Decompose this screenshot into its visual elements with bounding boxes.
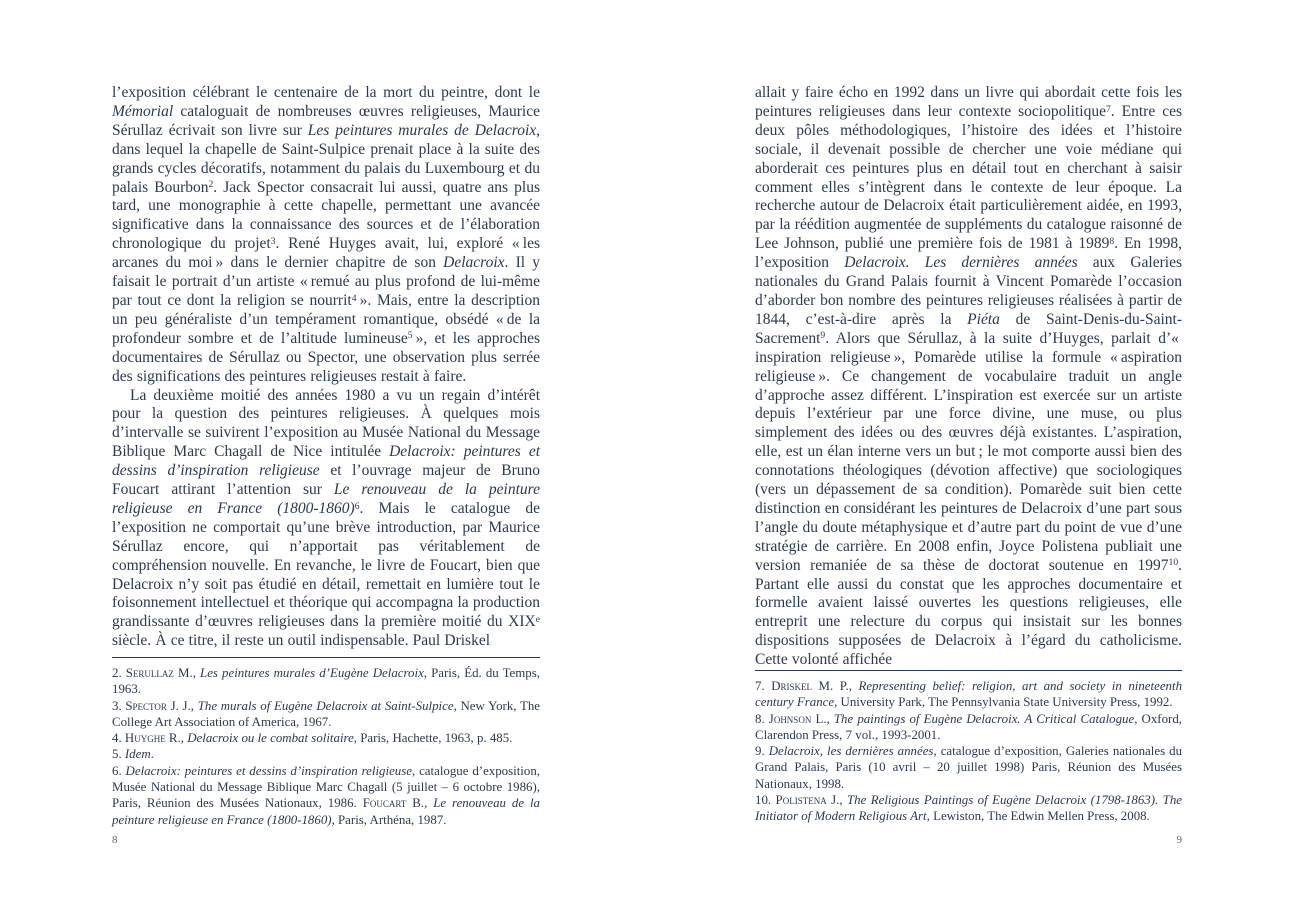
page-number: 9 [1176, 834, 1182, 846]
right-page [755, 0, 1182, 913]
footnote-divider [112, 657, 540, 658]
footnote: 6. Delacroix: peintures et dessins d’inspiration religieuse, catalogue d’exposition, Musée National du Message Biblique Marc Chagall (5 juillet – 6 octobre 1986), Paris, Réunion des Musées Nationaux, 1986. Foucart B., Le renouveau de la peinture religieuse en France (1800-1860), Paris, Arthéna, 1987. [112, 763, 540, 827]
footnote: 2. Serullaz M., Les peintures murales d’Eugène Delacroix, Paris, Éd. du Temps, 1963. [112, 666, 540, 697]
left-footnote-block [112, 657, 540, 828]
left-page-body [112, 84, 540, 651]
footnote: 4. Huyghe R., Delacroix ou le combat solitaire, Paris, Hachette, 1963, p. 485. [112, 731, 513, 746]
footnote: 5. Idem. [112, 747, 154, 762]
body-paragraph: La deuxième moitié des années 1980 a vu un regain d’intérêt pour la question des peintures religieuses. À quelques mois d’intervalle se suivirent l’exposition au Musée National du Message Biblique Marc Chagall de Nice intitulée Delacroix: peintures et dessins d’inspiration religieuse et l’ouvrage majeur de Bruno Foucart attirant l’attention sur Le renouveau de la peinture religieuse en France (1800-1860)$^6$. Mais le catalogue de l’exposition ne comportait qu’une brève introduction, par Maurice Sérullaz encore, qui n’apportait pas véritablement de compréhension nouvelle. En revanche, le livre de Foucart, bien que Delacroix n’y soit pas étudié en détail, remettait en lumière tout le foisonnement intellectuel et théorique qui accompagna la production grandissante d’œuvres religieuses dans la première moitié du XIXe siècle. À ce titre, il reste un outil indispensable. Paul Driskel [112, 386, 541, 650]
body-paragraph: allait y faire écho en 1992 dans un livre qui abordait cette fois les peintures religieuses dans leur contexte sociopolitique$^7$. Entre ces deux pôles méthodologiques, l’histoire des idées et l’histoire sociale, il devenait possible de chercher une voie médiane qui aborderait ces peintures plus en détail tout en cherchant à saisir comment elles s’intègrent dans le contexte de leur époque. La recherche autour de Delacroix était particulièrement aidée, en 1993, par la réédition augmentée de suppléments du catalogue raisonné de Lee Johnson, publié une première fois de 1981 à 1989$^8$. En 1998, l’exposition Delacroix. Les dernières années aux Galeries nationales du Grand Palais fournit à Vincent Pomarède l’occasion d’aborder bon nombre des peintures religieuses réalisées à partir de 1844, c’est-à-dire après la Piéta de Saint-Denis-du-Saint-Sacrement$^9$. Alors que Sérullaz, à la suite d’Huyges, parlait d’« inspiration religieuse », Pomarède utilise la formule « aspiration religieuse ». Ce changement de vocabulaire traduit un angle d’approche assez différent. L’inspiration est exercée sur un artiste depuis l’extérieur par une force divine, une muse, ou plus simplement des idées ou des œuvres déjà existantes. L’aspiration, elle, est un élan interne vers un but ; le mot comporte aussi bien des connotations théologiques (dévotion affective) que sociologiques (vers un dépassement de sa condition). Pomarède suit bien cette distinction en considérant les peintures de Delacroix d’une part sous l’angle du doute métaphysique et d’autre part du point de vue d’une stratégie de carrière. En 2008 enfin, Joyce Polistena publiait une version remaniée de sa thèse de doctorat soutenue en 1997$^{10}$. Partant elle aussi du constat que les approches documentaire et formelle avaient laissé ouvertes les questions religieuses, elle entreprit une relecture du corpus qui insistait sur les bonnes dispositions supposées de Delacroix à l’égard du catholicisme. Cette volonté affichée [755, 84, 1183, 669]
footnote-divider [755, 670, 1182, 671]
left-page [112, 0, 540, 913]
page-number: 8 [112, 834, 118, 846]
footnote: 8. Johnson L., The paintings of Eugène Delacroix. A Critical Catalogue, Oxford, Clarendon Press, 7 vol., 1993-2001. [755, 711, 1183, 742]
right-footnote-block [755, 670, 1182, 825]
body-paragraph: l’exposition célébrant le centenaire de la mort du peintre, dont le Mémorial cataloguait de nombreuses œuvres religieuses, Maurice Sérullaz écrivait son livre sur Les peintures murales de Delacroix, dans lequel la chapelle de Saint-Sulpice prenait place à la suite des grands cycles décoratifs, notamment du palais du Luxembourg et du palais Bourbon$^2$. Jack Spector consacrait lui aussi, quatre ans plus tard, une monographie à cette chapelle, permettant une avancée significative dans la connaissance des sources et de l’élaboration chronologique du projet$^3$. René Huyges avait, lui, exploré « les arcanes du moi » dans le dernier chapitre de son Delacroix. Il y faisait le portrait d’un artiste « remué au plus profond de lui-même par tout ce dont la religion se nourrit$^4$ ». Mais, entre la description un peu généraliste d’un tempérament romantique, obsédé « de la profondeur sombre et de l’altitude lumineuse$^5$ », et les approches documentaires de Sérullaz ou Spector, une observation plus serrée des significations des peintures religieuses restait à faire. [112, 84, 541, 385]
footnote: 3. Spector J. J., The murals of Eugène Delacroix at Saint-Sulpice, New York, The College Art Association of America, 1967. [112, 698, 541, 729]
footnote: 10. Polistena J., The Religious Paintings of Eugène Delacroix (1798-1863). The Initiator of Modern Religious Art, Lewiston, The Edwin Mellen Press, 2008. [755, 793, 1183, 824]
right-page-body [755, 84, 1182, 670]
footnote: 9. Delacroix, les dernières années, catalogue d’exposition, Galeries nationales du Grand Palais, Paris (10 avril – 20 juillet 1998) Paris, Réunion des Musées Nationaux, 1998. [755, 744, 1183, 791]
footnote: 7. Driskel M. P., Representing belief: religion, art and society in nineteenth century France, University Park, The Pennsylvania State University Press, 1992. [755, 679, 1183, 710]
